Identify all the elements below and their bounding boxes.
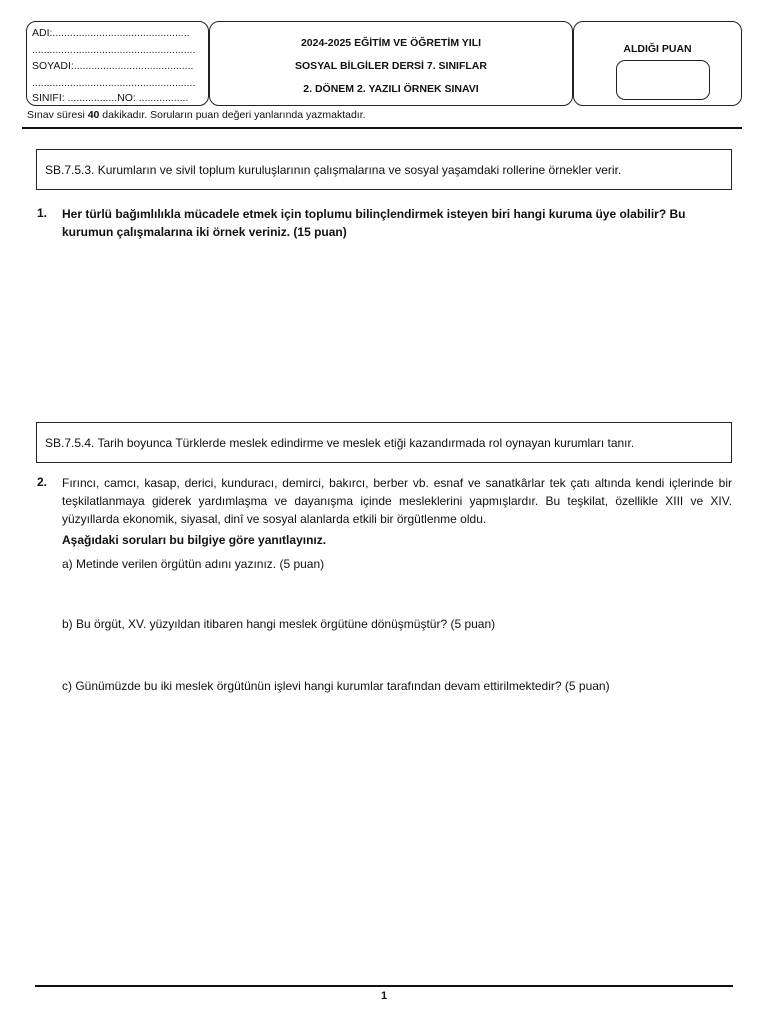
question-passage: Fırıncı, camcı, kasap, derici, kunduracı, demirci, bakırcı, berber vb. esnaf ve sanatkârlar tek çatı altında kendi içlerinde bir teşkilatlanmaya giderek yardımlaşma ve dayanışma içinde mesleklerini yapmışlardır. Bu teşkilat, özellikle XIII ve XIV. yüzyıllarda ekonomik, siyasal, dinî ve sosyal alanlarda etkili bir örgütlenme oldu. [62,476,732,526]
learning-outcome-text: SB.7.5.4. Tarih boyunca Türklerde meslek edindirme ve meslek etiği kazandırmada rol oynayan kurumları tanır. [45,435,635,450]
course-title: SOSYAL BİLGİLER DERSİ 7. SINIFLAR [295,60,487,72]
question-number: 1. [37,206,48,220]
learning-outcome-box [36,149,732,190]
footer-divider [35,985,733,987]
exam-duration-note [27,109,366,121]
class-number-field[interactable]: SINIFI: .................NO: ................. [32,92,189,104]
name-field[interactable]: ADI:............................................... [32,27,190,39]
score-box [573,21,742,106]
exam-note-prefix: Sınav süresi [27,109,88,121]
question-instruction: Aşağıdaki soruları bu bilgiye göre yanıtlayınız. [62,533,327,547]
exam-title-box [209,21,573,106]
student-info-box [26,21,209,106]
learning-outcome-text: SB.7.5.3. Kurumların ve sivil toplum kuruluşlarının çalışmalarına ve sosyal yaşamdaki rollerine örnekler verir. [45,162,622,177]
school-year-title: 2024-2025 EĞİTİM VE ÖĞRETİM YILI [300,37,482,49]
sub-question-b: b) Bu örgüt, XV. yüzyıldan itibaren hangi meslek örgütüne dönüşmüştür? (5 puan) [62,617,496,631]
exam-note-suffix: dakikadır. Soruların puan değeri yanlarında yazmaktadır. [99,109,366,121]
score-label: ALDIĞI PUAN [623,43,692,55]
exam-duration-minutes: 40 [87,109,100,121]
surname-field-line2[interactable]: ........................................................ [32,77,196,89]
learning-outcome-box [36,422,732,463]
page-number: 1 [380,990,388,1002]
header-divider [22,127,742,129]
sub-question-a: a) Metinde verilen örgütün adını yazınız. (5 puan) [62,557,325,571]
exam-title: 2. DÖNEM 2. YAZILI ÖRNEK SINAVI [303,83,479,95]
sub-question-c: c) Günümüzde bu iki meslek örgütünün işlevi hangi kurumlar tarafından devam ettirilmektedir? (5 puan) [62,679,610,693]
score-field[interactable] [616,60,710,100]
surname-field[interactable]: SOYADI:......................................... [32,60,194,72]
question-number: 2. [37,475,48,489]
name-field-line2[interactable]: ........................................................ [32,44,196,56]
question-text: Her türlü bağımlılıkla mücadele etmek için toplumu bilinçlendirmek isteyen biri hangi kuruma üye olabilir? Bu kurumun çalışmalarına iki örnek veriniz. (15 puan) [62,207,686,239]
